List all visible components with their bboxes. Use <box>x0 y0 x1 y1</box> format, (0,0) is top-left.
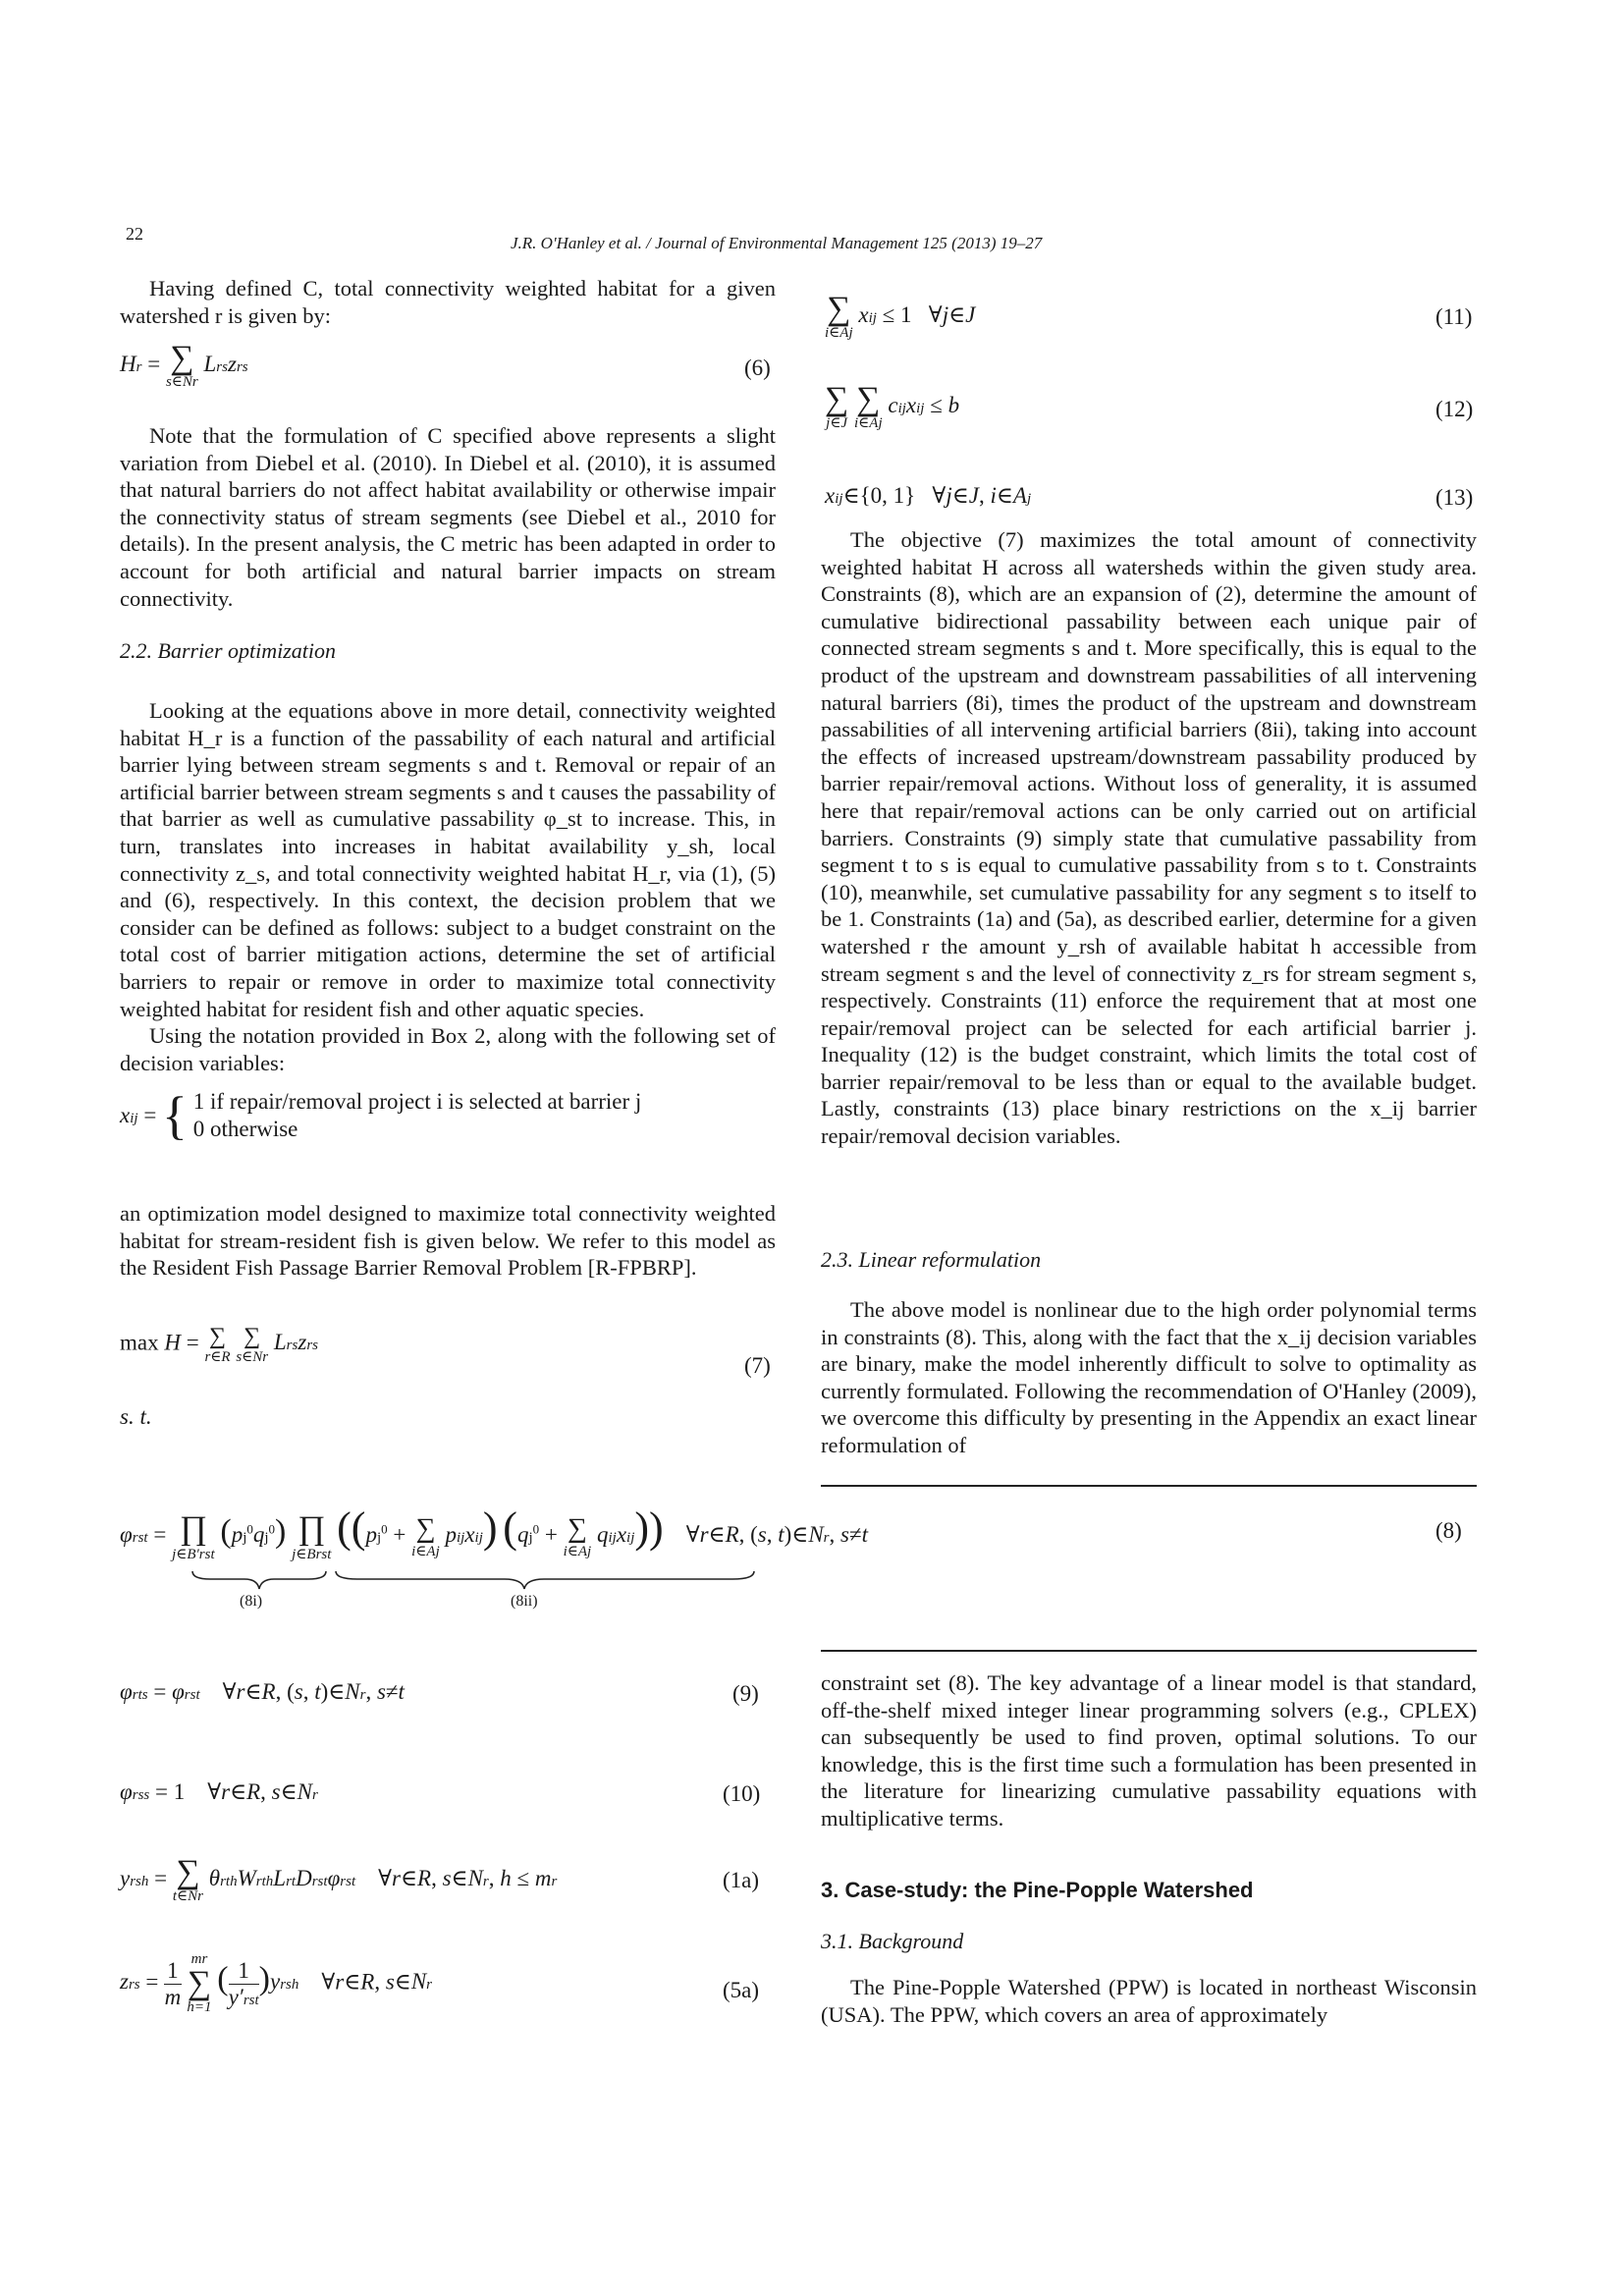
page-number: 22 <box>126 224 143 244</box>
note-paragraph <box>120 422 776 612</box>
xij-definition: xij = { 1 if repair/removal project i is selected at barrier j 0 otherwise <box>120 1086 642 1145</box>
xij-case-zero: 0 otherwise <box>192 1117 298 1141</box>
using-text: Using the notation provided in Box 2, along with the following set of decision variables: <box>120 1023 776 1075</box>
model-text: an optimization model designed to maximize total connectivity weighted habitat for stream-resident fish is given below. We refer to this model as the Resident Fish Passage Barrier Removal Problem [R-FPBRP]. <box>120 1201 776 1281</box>
equation-6-number: (6) <box>744 355 771 380</box>
equation-13-number: (13) <box>1435 485 1474 510</box>
column-rule-top <box>821 1485 1477 1487</box>
objective-text: The objective (7) maximizes the total amount of connectivity weighted habitat H across all watersheds within the given study area. Constraints (8), which are an expansion of (2), determine the amount of cumulative bidirectional passability between each unique pair of connected stream segments s and t. More specifically, this is equal to the product of the upstream and downstream passabilities of all intervening natural barriers (8i), times the product of the upstream and downstream passabilities of all intervening artificial barriers (8ii), taking into account the effects of increased upstream/downstream passability produced by barrier repair/removal actions. Without loss of generality, it is assumed here that repair/removal actions can be only carried out on artificial barriers. Constraints (9) simply state that cumulative passability from segment t to s is equal to cumulative passability from s to t. Constraints (10), meanwhile, set cumulative passability for any segment s to itself to be 1. Constraints (1a) and (5a), as described earlier, determine for a given watershed r the amount y_rsh of available habitat h accessible from stream segment s and the level of connectivity z_rs for stream segment s, respectively. Constraints (11) enforce the requirement that at most one repair/removal project can be selected for each artificial barrier j. Inequality (12) is the budget constraint, which limits the total cost of barrier repair/removal to be less than or equal to the available budget. Lastly, constraints (13) place binary restrictions on the x_ij barrier repair/removal decision variables. <box>821 527 1477 1149</box>
section-3-heading: 3. Case-study: the Pine-Popple Watershed <box>821 1878 1254 1902</box>
column-rule-bottom <box>821 1650 1477 1652</box>
label-8ii: (8ii) <box>511 1593 538 1610</box>
equation-12: ∑ j∈J ∑ i∈Aj cijxij ≤ b <box>825 381 960 431</box>
looking-text: Looking at the equations above in more detail, connectivity weighted habitat H_r is a function of the passability of each natural and artificial barrier lying between stream segments s and t. Removal or repair of an artificial barrier between stream segments s and t causes the passability of that barrier as well as cumulative passability φ_st to increase. This, in turn, translates into increases in habitat availability y_sh, local connectivity z_s, and total connectivity weighted habitat H_r, via (1), (5) and (6), respectively. In this context, the decision problem that we consider can be defined as follows: subject to a budget constraint on the total cost of barrier mitigation actions, determine the set of artificial barriers to repair or remove in order to maximize total connectivity weighted habitat for resident fish and other aquatic species. <box>120 698 776 1021</box>
ppw-text: The Pine-Popple Watershed (PPW) is located in northeast Wisconsin (USA). The PPW, which covers an area of approximately <box>821 1975 1477 2027</box>
section-2-2-heading: 2.2. Barrier optimization <box>120 638 337 663</box>
equation-8-underbraces <box>190 1569 760 1599</box>
ppw-paragraph <box>821 1974 1477 2028</box>
equation-5a: zrs = $\frac{1}{m}$ mr ∑ h=1 ( 1 y′rst )yrsh ∀r∈R, s∈Nr <box>120 1951 433 2015</box>
equation-1a-number: (1a) <box>723 1868 760 1892</box>
equation-10: φrss = 1 ∀r∈R, s∈Nr <box>120 1779 318 1804</box>
nonlinear-paragraph <box>821 1296 1477 1459</box>
section-3-1-heading: 3.1. Background <box>821 1929 964 1953</box>
label-8i: (8i) <box>240 1593 263 1610</box>
objective-paragraph <box>821 526 1477 1150</box>
equation-12-number: (12) <box>1435 397 1474 421</box>
equation-11-number: (11) <box>1435 304 1473 329</box>
equation-13: xij∈{0, 1} ∀j∈J, i∈Aj <box>825 483 1032 508</box>
nonlinear-text: The above model is nonlinear due to the high order polynomial terms in constraints (8). This, along with the fact that the x_ij decision variables are binary, make the model inherently difficult to solve to optimality as currently formulated. Following the recommendation of O'Hanley (2009), we overcome this difficulty by presenting in the Appendix an exact linear reformulation of <box>821 1297 1477 1457</box>
equation-11: ∑ i∈Aj xij ≤ 1 ∀j∈J <box>825 291 976 341</box>
equation-1a: yrsh = ∑ t∈Nr θrthWrthLrtDrstφrst ∀r∈R, s∈Nr, h ≤ mr <box>120 1854 558 1904</box>
equation-8: φrst = ∏ j∈B′rst $(pj^0qj^0)$ ∏ j∈Brst (($pj^0$ + ∑ i∈Aj pijxij) ($qj^0$ + ∑ i∈Aj qijxij)) ∀r∈R, (s, t)∈Nr, s≠t <box>120 1503 868 1563</box>
equation-7: max H = ∑ r∈R ∑ s∈Nr Lrszrs <box>120 1324 318 1365</box>
equation-5a-number: (5a) <box>723 1978 760 2002</box>
model-paragraph <box>120 1200 776 1282</box>
equation-6: Hr = ∑ s∈Nr Lrszrs <box>120 340 248 390</box>
equation-8-number: (8) <box>1435 1518 1462 1543</box>
equation-7-number: (7) <box>744 1353 771 1378</box>
xij-case-one: 1 if repair/removal project i is selected at barrier j <box>192 1089 642 1114</box>
note-text: Note that the formulation of C specified above represents a slight variation from Diebel et al. (2010). In Diebel et al. (2010), it is assumed that natural barriers do not affect habitat availability or otherwise impair the connectivity status of stream segments (see Diebel et al., 2010 for details). In the present analysis, the C metric has been adapted in order to account for both artificial and natural barrier impacts on stream connectivity. <box>120 423 776 611</box>
running-header: J.R. O'Hanley et al. / Journal of Environmental Management 125 (2013) 19–27 <box>511 234 1043 252</box>
looking-paragraph <box>120 697 776 1076</box>
intro-paragraph <box>120 275 776 329</box>
equation-9: φrts = φrst ∀r∈R, (s, t)∈Nr, s≠t <box>120 1679 405 1704</box>
constraint-paragraph <box>821 1669 1477 1832</box>
section-2-3-heading: 2.3. Linear reformulation <box>821 1247 1042 1272</box>
subject-to-label: s. t. <box>120 1404 152 1429</box>
intro-text: Having defined C, total connectivity weighted habitat for a given watershed r is given by: <box>120 276 776 328</box>
constraint-text: constraint set (8). The key advantage of a linear model is that standard, off-the-shelf mixed integer linear programming solvers (e.g., CPLEX) can subsequently be used to find proven, optimal solutions. To our knowledge, this is the first time such a formulation has been presented in the literature for linearizing cumulative passability equations with multiplicative terms. <box>821 1670 1477 1831</box>
equation-10-number: (10) <box>723 1781 761 1806</box>
equation-9-number: (9) <box>732 1681 759 1706</box>
